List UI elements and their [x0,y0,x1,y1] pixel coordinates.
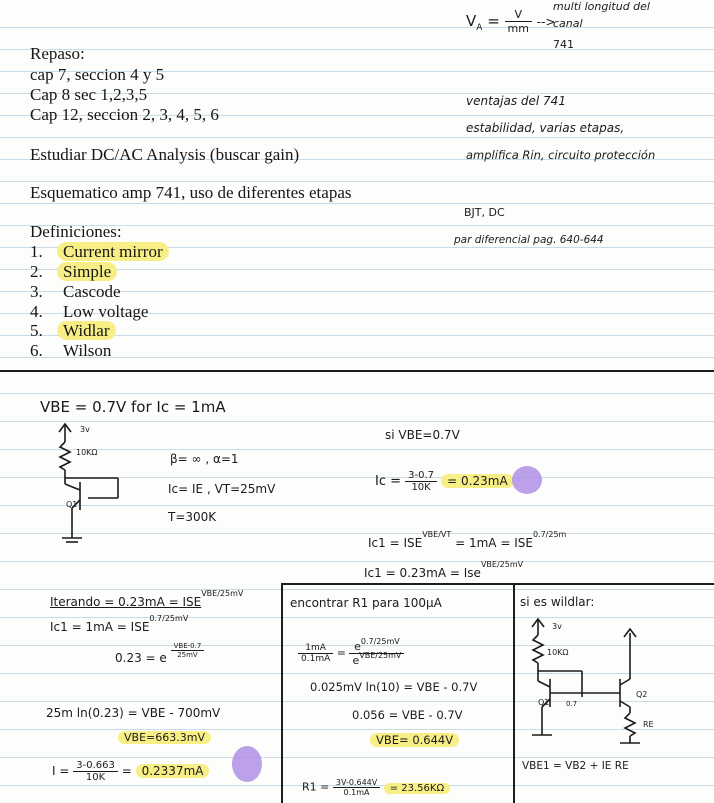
widlar-07: 0.7 [566,700,578,708]
va-desc-1: multi longitud del [553,0,650,13]
def-text: Wilson [63,341,112,360]
def-item: 1. Current mirror [30,242,169,262]
vbe-statement: VBE = 0.7V for Ic = 1mA [40,398,226,416]
ratio-equation: $\frac{1mA}{0.1mA}$ = $\frac{e^{0.7/25mV}}{e^{VBE/25mV}}$ [298,640,404,667]
def-text: Simple [57,262,117,281]
definiciones-title: Definiciones: [30,222,122,241]
ic1-line: $Ic1 = 1mA = ISE^{0.7/25mV}$ [50,614,189,634]
circuit1-q1: Q1 [66,500,78,509]
encontrar-r1: encontrar R1 para 100μA [290,596,442,610]
def-item: 2. Simple [30,262,117,282]
def-text: Widlar [57,321,116,340]
ln-10-equation: 0.025mV ln(10) = VBE - 0.7V [310,680,478,694]
repaso-item-2: Cap 8 sec 1,2,3,5 [30,85,148,104]
def-text: Cascode [63,282,121,301]
def-item: 3. Cascode [30,282,121,301]
ventajas-line-2: estabilidad, varias etapas, [466,121,625,135]
repaso-item-3: Cap 12, seccion 2, 3, 4, 5, 6 [30,105,219,124]
widlar-r: 10KΩ [547,648,569,657]
circuit1-r: 10KΩ [76,448,98,457]
def-text: Low voltage [63,302,149,321]
n741-label: 741 [553,38,574,51]
ventajas-line: ventajas del 741 [466,94,566,108]
va-formula: $V_A$ = $\frac{V}{mm}$ --> [466,8,556,35]
par-diferencial: par diferencial pag. 640-644 [454,234,604,246]
widlar-re: RE [643,720,654,729]
section-divider [0,370,714,372]
iterando: Iterando = $0.23mA = ISE^{VBE/25mV}$ [50,589,244,609]
esquematico-line: Esquematico amp 741, uso de diferentes etapas [30,183,352,202]
purple-marker-2 [232,746,262,782]
r1-calculation: R1 = $\frac{3V-0.644V}{0.1mA}$ = 23.56KΩ [302,778,450,797]
current-mirror-circuit-icon [40,420,170,550]
ic-ie-vt: Ic= IE , VT=25mV [168,482,276,496]
estudiar-line: Estudiar DC/AC Analysis (buscar gain) [30,145,300,164]
ic1-equation-2: Ic1 = 0.23mA = Ise$^{VBE/25mV}$ [364,560,524,580]
vbe-result-mid: VBE= 0.644V [370,733,459,747]
va-desc-2: canal [553,17,583,30]
ln-equation: 25m ln(0.23) = VBE - 700mV [46,706,221,720]
vbe-result-left: VBE=663.3mV [118,731,211,744]
purple-marker [512,466,542,494]
widlar-3v: 3v [552,622,562,631]
repaso-item-1: cap 7, seccion 4 y 5 [30,65,165,84]
widlar-q1: Q1 [538,698,550,707]
def-item: 5. Widlar [30,321,116,341]
ic-calculation: Ic = $\frac{3-0.7}{10K}$ = 0.23mA [375,470,514,493]
def-item: 4. Low voltage [30,302,149,321]
box-left-line [281,583,283,803]
def-text: Current mirror [57,242,169,261]
beta-alpha: β= ∞ , α=1 [170,452,239,466]
def-item: 6. Wilson [30,341,112,360]
ventajas-line-3: amplifica Rin, circuito protección [466,148,656,162]
repaso-title: Repaso: [30,44,85,63]
circuit1-3v: 3v [80,425,90,434]
widlar-equation: VBE1 = VB2 + IE RE [522,760,629,772]
box-top-line [282,583,714,585]
i-calculation: I = $\frac{3-0.663}{10K}$ = 0.2337mA [52,760,209,783]
si-vbe: si VBE=0.7V [385,428,460,442]
eq-023: 0.23 = e $\frac{\text{VBE-0.7}}{25mV}$ [115,650,204,667]
temperature: T=300K [168,510,217,524]
widlar-q2: Q2 [636,690,648,699]
ic1-equation: $Ic1 = ISE^{VBE/VT} = 1mA = ISE^{0.7/25m}$ [368,530,567,550]
bjt-dc: BJT, DC [464,206,505,219]
box-mid-line [513,583,515,803]
widlar-circuit-icon [520,615,710,755]
widlar-title: si es wildlar: [520,595,595,609]
ln-result: 0.056 = VBE - 0.7V [352,708,463,722]
